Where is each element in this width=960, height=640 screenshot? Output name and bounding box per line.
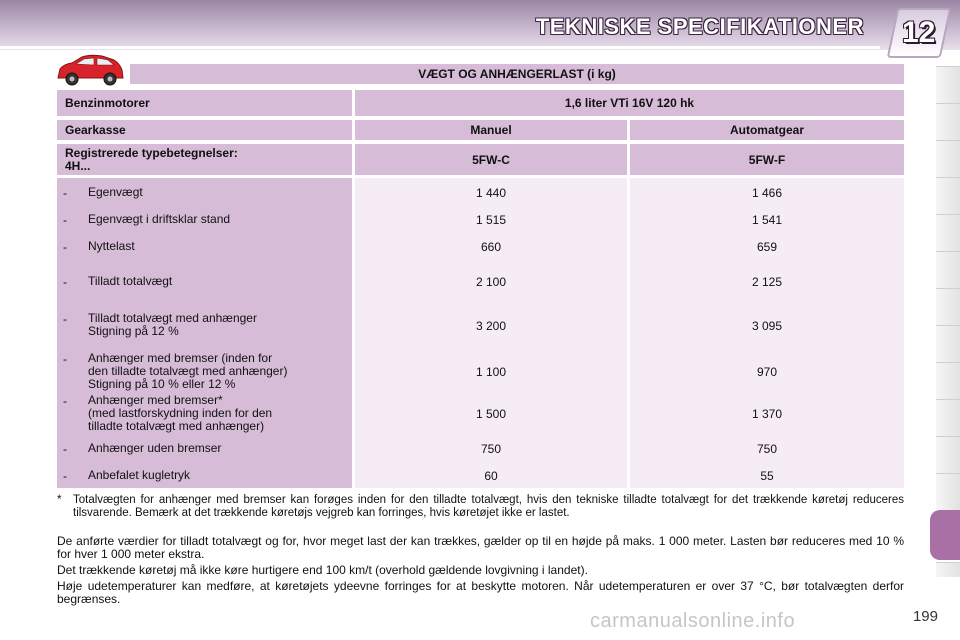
row-dash: -: [63, 213, 67, 227]
chapter-tab[interactable]: [936, 66, 960, 103]
type-label-line2: 4H...: [65, 158, 91, 173]
type-manual: 5FW-C: [355, 144, 627, 175]
row-value-automatic: 750: [756, 442, 778, 456]
chapter-tab[interactable]: [936, 214, 960, 251]
row-value-manual: 1 440: [475, 186, 507, 200]
row-dash: -: [63, 186, 67, 200]
row-label: Egenvægt: [88, 185, 143, 199]
chapter-tab[interactable]: [936, 325, 960, 362]
row-dash: -: [63, 442, 67, 456]
engine-value: 1,6 liter VTi 16V 120 hk: [355, 90, 904, 116]
row-dash: -: [63, 469, 67, 483]
chapter-badge: [887, 8, 952, 58]
table-title: VÆGT OG ANHÆNGERLAST (i kg): [130, 64, 904, 84]
chapter-tab[interactable]: [936, 103, 960, 140]
gearbox-label: Gearkasse: [57, 120, 352, 140]
paragraph-altitude: De anførte værdier for tilladt totalvægt og for, hvor meget last der kan trækkes, gælder op til en højde på maks. 1 000 meter. Lasten bør reduceres med 10 % for hver 1 000 meter ekstra.: [57, 534, 904, 561]
row-dash: -: [63, 394, 67, 408]
row-value-automatic: 2 125: [751, 275, 783, 289]
footnote-text: Totalvægten for anhænger med bremser kan forøges inden for den tilladte totalvægt, hvis den tekniske tilladte totalvægt for det trækkende køretøj reduceres tilsvarende. Bemærk at det trækkende køretøjs vejgreb kan forringes, hvis køretøjet ikke er lastet.: [73, 494, 904, 519]
type-label: [57, 144, 352, 175]
row-label: Nyttelast: [88, 239, 135, 253]
chapter-tab[interactable]: [936, 436, 960, 473]
chapter-tab[interactable]: [936, 140, 960, 177]
row-label: Anbefalet kugletryk: [88, 468, 191, 482]
row-label: Anhænger med bremser (inden for den tilladte totalvægt med anhænger) Stigning på 10 % eller 12 %: [88, 351, 288, 391]
row-dash: -: [63, 352, 67, 366]
page-number: 199: [912, 608, 938, 625]
row-dash: -: [63, 312, 67, 326]
row-value-manual: 660: [480, 240, 502, 254]
banner-divider: [0, 46, 880, 49]
row-value-manual: 1 500: [475, 407, 507, 421]
row-dash: -: [63, 275, 67, 289]
gearbox-row: [57, 120, 904, 140]
footnote-marker: *: [57, 494, 62, 506]
paragraph-speed: Det trækkende køretøj må ikke køre hurtigere end 100 km/t (overhold gældende lovgivning i landet).: [57, 563, 588, 577]
type-label-line1: Registrerede typebetegnelser:: [65, 145, 238, 160]
chapter-number: 12: [902, 16, 936, 49]
row-value-manual: 60: [484, 469, 498, 483]
row-value-manual: 3 200: [475, 319, 507, 333]
chapter-tab[interactable]: [936, 362, 960, 399]
row-value-automatic: 55: [760, 469, 774, 483]
chapter-tab-active[interactable]: [930, 510, 960, 560]
row-value-manual: 750: [480, 442, 502, 456]
gearbox-automatic: Automatgear: [630, 120, 904, 140]
chapter-tab[interactable]: [936, 399, 960, 436]
car-icon: [54, 54, 126, 88]
weight-table-body: [57, 178, 904, 488]
row-value-automatic: 3 095: [751, 319, 783, 333]
chapter-tab[interactable]: [936, 473, 960, 510]
row-value-automatic: 659: [756, 240, 778, 254]
row-value-automatic: 970: [756, 365, 778, 379]
paragraph-temperature: Høje udetemperaturer kan medføre, at køretøjets ydeevne forringes for at beskytte motoren. Når udetemperaturen er over 37 °C, bør totalvægten derfor begrænses.: [57, 579, 904, 606]
row-value-automatic: 1 541: [751, 213, 783, 227]
row-label: Tilladt totalvægt med anhænger Stigning på 12 %: [88, 311, 257, 338]
type-row: [57, 144, 904, 175]
row-label: Tilladt totalvægt: [88, 274, 173, 288]
engine-label: Benzinmotorer: [57, 90, 352, 116]
row-value-automatic: 1 370: [751, 407, 783, 421]
chapter-tab[interactable]: [936, 562, 960, 577]
row-label: Anhænger uden bremser: [88, 441, 222, 455]
gearbox-manual: Manuel: [355, 120, 627, 140]
chapter-tab[interactable]: [936, 288, 960, 325]
chapter-tab[interactable]: [936, 251, 960, 288]
row-value-manual: 1 100: [475, 365, 507, 379]
chapter-tabs: [930, 66, 960, 576]
watermark: carmanualsonline.info: [590, 610, 796, 632]
row-dash: -: [63, 240, 67, 254]
row-label: Anhænger med bremser* (med lastforskydning inden for den tilladte totalvægt med anhænger): [88, 393, 273, 433]
row-value-manual: 1 515: [475, 213, 507, 227]
type-automatic: 5FW-F: [630, 144, 904, 175]
engine-row: [57, 90, 904, 116]
row-value-manual: 2 100: [475, 275, 507, 289]
page-title: TEKNISKE SPECIFIKATIONER: [535, 14, 864, 39]
row-label: Egenvægt i driftsklar stand: [88, 212, 231, 226]
row-value-automatic: 1 466: [751, 186, 783, 200]
chapter-tab[interactable]: [936, 177, 960, 214]
